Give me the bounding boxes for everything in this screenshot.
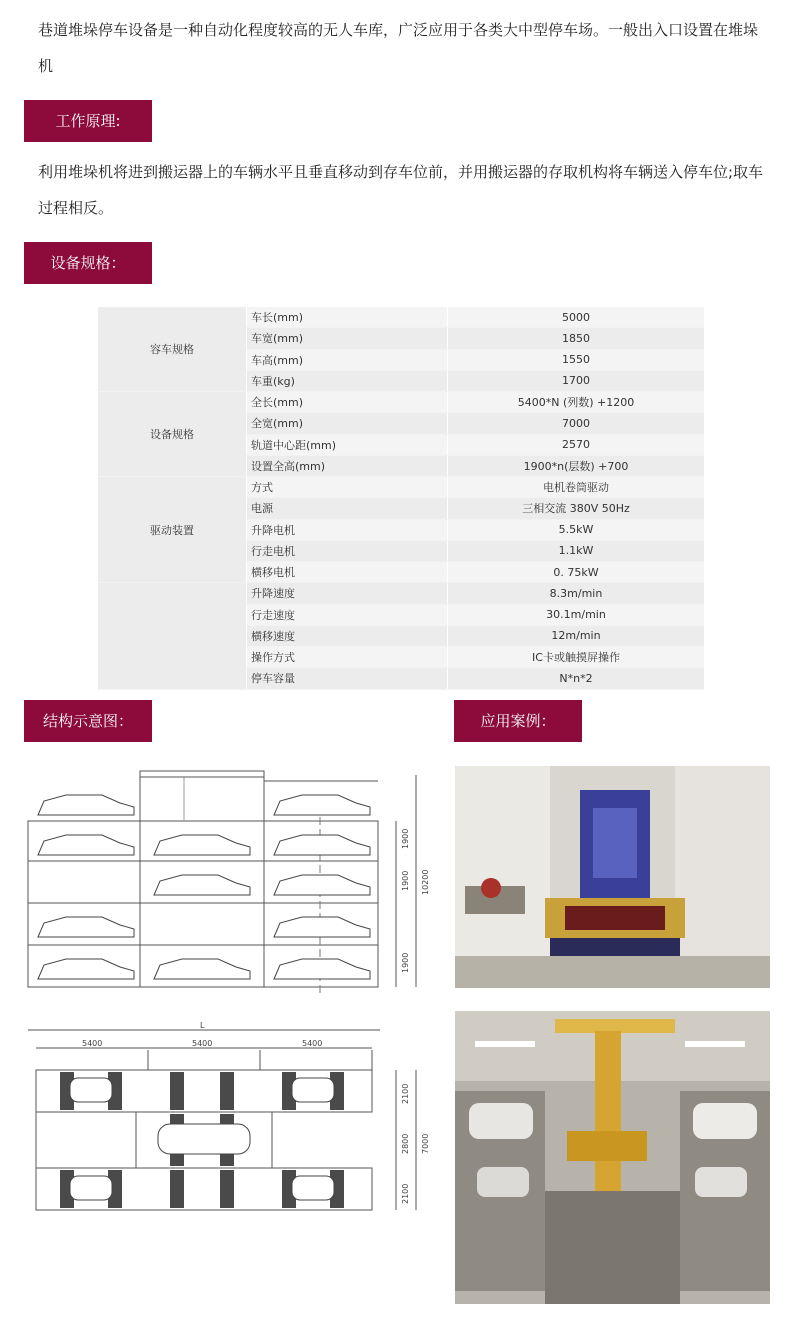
spec-item-value: 5000 — [448, 307, 705, 328]
spec-item-name: 横移速度 — [247, 625, 448, 646]
spec-item-name: 电源 — [247, 498, 448, 519]
spec-item-name: 车重(kg) — [247, 370, 448, 391]
elev-dim-2: 1900 — [401, 870, 410, 891]
spec-item-name: 行走电机 — [247, 540, 448, 561]
elev-dim-1: 1900 — [401, 828, 410, 849]
spec-item-name: 全长(mm) — [247, 392, 448, 413]
spec-item-name: 车宽(mm) — [247, 328, 448, 349]
spec-group-label: 设备规格 — [98, 392, 247, 477]
spec-item-value: 5.5kW — [448, 519, 705, 540]
spec-item-name: 横移电机 — [247, 562, 448, 583]
spec-item-name: 方式 — [247, 477, 448, 498]
spec-item-value: 8.3m/min — [448, 583, 705, 604]
spec-item-name: 操作方式 — [247, 647, 448, 668]
elevation-drawing — [24, 765, 430, 997]
principle-label: 工作原理: — [24, 100, 152, 142]
spec-item-name: 升降电机 — [247, 519, 448, 540]
spec-item-name: 车高(mm) — [247, 349, 448, 370]
spec-item-value: N*n*2 — [448, 668, 705, 689]
plan-drawing — [24, 1020, 430, 1218]
spec-item-name: 车长(mm) — [247, 307, 448, 328]
spec-label: 设备规格： — [24, 242, 152, 284]
spec-item-value: 电机卷筒驱动 — [448, 477, 705, 498]
spec-row — [98, 583, 704, 604]
spec-item-value: 7000 — [448, 413, 705, 434]
case-photo-2 — [455, 1011, 770, 1304]
spec-table — [98, 307, 704, 690]
plan-right-1: 2100 — [401, 1083, 410, 1104]
spec-item-value: 1850 — [448, 328, 705, 349]
intro-text: 巷道堆垛停车设备是一种自动化程度较高的无人车库，广泛应用于各类大中型停车场。一般出入口设置在堆垛机 — [38, 21, 759, 75]
spec-group-label — [98, 583, 247, 689]
plan-col-3: 5400 — [302, 1039, 323, 1048]
spec-item-value: IC卡或触摸屏操作 — [448, 647, 705, 668]
spec-item-value: 2570 — [448, 434, 705, 455]
structure-label: 结构示意图： — [24, 700, 152, 742]
spec-item-value: 12m/min — [448, 625, 705, 646]
plan-right-total: 7000 — [421, 1133, 430, 1154]
plan-col-2: 5400 — [192, 1039, 213, 1048]
elev-dim-total: 10200 — [421, 869, 430, 895]
plan-col-1: 5400 — [82, 1039, 103, 1048]
spec-item-name: 升降速度 — [247, 583, 448, 604]
cases-label: 应用案例： — [454, 700, 582, 742]
spec-item-value: 5400*N (列数) +1200 — [448, 392, 705, 413]
plan-dim-L: L — [200, 1021, 205, 1030]
spec-item-value: 三相交流 380V 50Hz — [448, 498, 705, 519]
principle-text: 利用堆垛机将进到搬运器上的车辆水平且垂直移动到存车位前，并用搬运器的存取机构将车辆送入停车位;取车过程相反。 — [38, 163, 764, 217]
spec-item-value: 0. 75kW — [448, 562, 705, 583]
spec-item-name: 轨道中心距(mm) — [247, 434, 448, 455]
spec-item-value: 1700 — [448, 370, 705, 391]
spec-row — [98, 477, 704, 498]
spec-item-name: 设置全高(mm) — [247, 455, 448, 476]
spec-item-name: 停车容量 — [247, 668, 448, 689]
spec-row — [98, 307, 704, 328]
elev-dim-3: 1900 — [401, 952, 410, 973]
spec-group-label: 驱动装置 — [98, 477, 247, 583]
spec-group-label: 容车规格 — [98, 307, 247, 392]
case-photo-1 — [455, 766, 770, 988]
spec-item-name: 全宽(mm) — [247, 413, 448, 434]
spec-item-name: 行走速度 — [247, 604, 448, 625]
spec-item-value: 1900*n(层数) +700 — [448, 455, 705, 476]
spec-item-value: 30.1m/min — [448, 604, 705, 625]
spec-row — [98, 392, 704, 413]
spec-item-value: 1550 — [448, 349, 705, 370]
plan-right-2: 2800 — [401, 1133, 410, 1154]
plan-right-3: 2100 — [401, 1183, 410, 1204]
spec-item-value: 1.1kW — [448, 540, 705, 561]
